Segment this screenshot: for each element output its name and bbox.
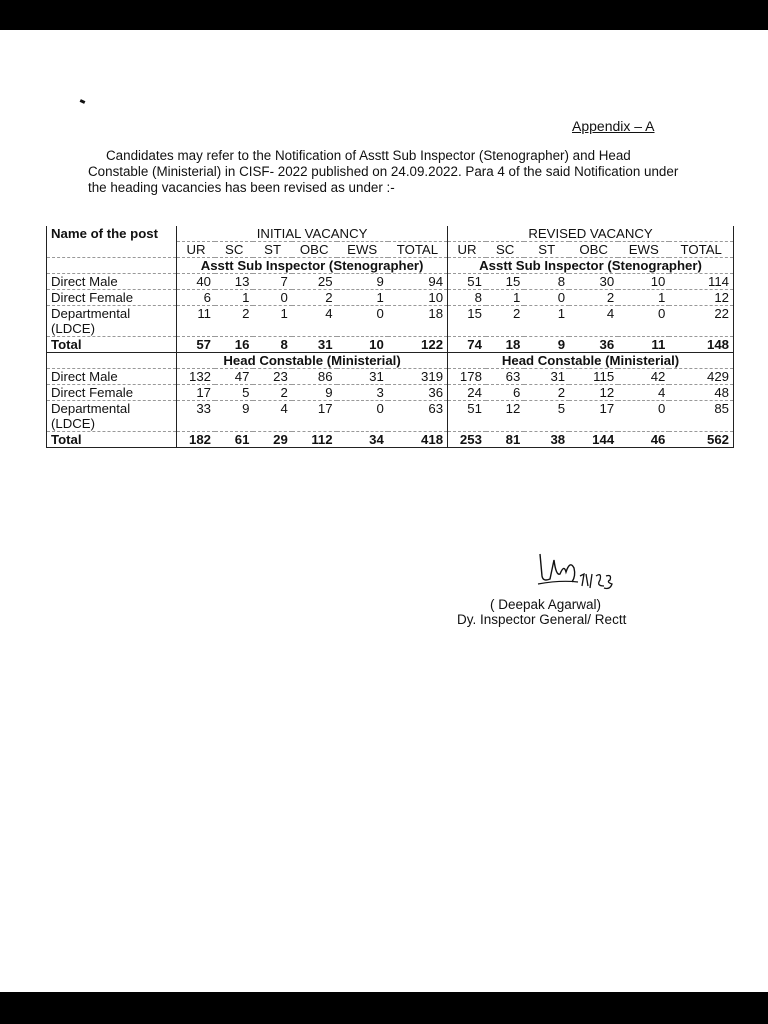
revised-st-cell: 31 [524, 369, 569, 385]
initial-obc-cell: 17 [292, 401, 337, 432]
section-title-revised: Asstt Sub Inspector (Stenographer) [448, 258, 734, 274]
initial-st-cell: 4 [253, 401, 291, 432]
revised-ur-cell: 51 [448, 274, 486, 290]
revised-st-cell: 2 [524, 385, 569, 401]
initial-obc-cell: 9 [292, 385, 337, 401]
revised-ur-cell: 24 [448, 385, 486, 401]
revised-obc-cell: 17 [569, 401, 618, 432]
initial-sc-cell: 16 [215, 337, 253, 353]
revised-sc-cell: 18 [486, 337, 524, 353]
initial-col-header-st: ST [253, 242, 291, 258]
revised-obc-cell: 36 [569, 337, 618, 353]
intro-paragraph [88, 148, 693, 196]
revised-total-cell: 429 [669, 369, 733, 385]
initial-ews-cell: 0 [337, 401, 388, 432]
initial-obc-cell: 86 [292, 369, 337, 385]
revised-obc-cell: 12 [569, 385, 618, 401]
stray-mark [80, 99, 86, 104]
revised-col-header-sc: SC [486, 242, 524, 258]
revised-sc-cell: 12 [486, 401, 524, 432]
row-label: Direct Female [47, 385, 177, 401]
revised-ews-cell: 4 [618, 385, 669, 401]
initial-col-header-ews: EWS [337, 242, 388, 258]
revised-ews-cell: 10 [618, 274, 669, 290]
section-title-revised: Head Constable (Ministerial) [448, 353, 734, 369]
revised-ews-cell: 1 [618, 290, 669, 306]
revised-sc-cell: 81 [486, 432, 524, 448]
revised-obc-cell: 30 [569, 274, 618, 290]
initial-sc-cell: 47 [215, 369, 253, 385]
initial-total-cell: 122 [388, 337, 448, 353]
vacancy-table-body [47, 226, 734, 448]
initial-total-cell: 10 [388, 290, 448, 306]
revised-vacancy-header: REVISED VACANCY [448, 226, 734, 242]
initial-ur-cell: 40 [177, 274, 215, 290]
row-label: Departmental (LDCE) [47, 401, 177, 432]
initial-total-cell: 36 [388, 385, 448, 401]
initial-ur-cell: 132 [177, 369, 215, 385]
revised-ews-cell: 11 [618, 337, 669, 353]
section-title-row [47, 353, 734, 369]
initial-ur-cell: 11 [177, 306, 215, 337]
initial-obc-cell: 2 [292, 290, 337, 306]
revised-ews-cell: 42 [618, 369, 669, 385]
initial-ur-cell: 17 [177, 385, 215, 401]
table-row [47, 306, 734, 337]
revised-col-header-ur: UR [448, 242, 486, 258]
row-label: Direct Male [47, 274, 177, 290]
table-row [47, 337, 734, 353]
initial-total-cell: 418 [388, 432, 448, 448]
table-row [47, 401, 734, 432]
row-label: Direct Female [47, 290, 177, 306]
initial-obc-cell: 25 [292, 274, 337, 290]
initial-ews-cell: 9 [337, 274, 388, 290]
revised-sc-cell: 63 [486, 369, 524, 385]
initial-sc-cell: 2 [215, 306, 253, 337]
table-row [47, 369, 734, 385]
initial-ur-cell: 182 [177, 432, 215, 448]
initial-ews-cell: 0 [337, 306, 388, 337]
revised-sc-cell: 15 [486, 274, 524, 290]
revised-st-cell: 5 [524, 401, 569, 432]
initial-ews-cell: 31 [337, 369, 388, 385]
initial-total-cell: 94 [388, 274, 448, 290]
initial-sc-cell: 5 [215, 385, 253, 401]
initial-col-header-ur: UR [177, 242, 215, 258]
initial-col-header-sc: SC [215, 242, 253, 258]
initial-st-cell: 29 [253, 432, 291, 448]
initial-vacancy-header: INITIAL VACANCY [177, 226, 448, 242]
initial-sc-cell: 1 [215, 290, 253, 306]
revised-sc-cell: 6 [486, 385, 524, 401]
revised-st-cell: 9 [524, 337, 569, 353]
initial-ur-cell: 6 [177, 290, 215, 306]
revised-total-cell: 114 [669, 274, 733, 290]
appendix-title: Appendix – A [572, 118, 655, 134]
table-row [47, 274, 734, 290]
section-title-row [47, 258, 734, 274]
initial-obc-cell: 4 [292, 306, 337, 337]
revised-st-cell: 8 [524, 274, 569, 290]
revised-obc-cell: 115 [569, 369, 618, 385]
initial-ews-cell: 10 [337, 337, 388, 353]
signatory-name: ( Deepak Agarwal) [490, 597, 602, 612]
signature-scribble-icon [530, 546, 640, 600]
revised-ews-cell: 0 [618, 306, 669, 337]
revised-obc-cell: 2 [569, 290, 618, 306]
signatory-designation: Dy. Inspector General/ Rectt [457, 612, 627, 627]
initial-ews-cell: 3 [337, 385, 388, 401]
section-spacer [47, 258, 177, 274]
section-title-initial: Asstt Sub Inspector (Stenographer) [177, 258, 448, 274]
revised-sc-cell: 1 [486, 290, 524, 306]
initial-st-cell: 2 [253, 385, 291, 401]
initial-total-cell: 319 [388, 369, 448, 385]
initial-ews-cell: 34 [337, 432, 388, 448]
initial-ur-cell: 33 [177, 401, 215, 432]
revised-ur-cell: 253 [448, 432, 486, 448]
revised-col-header-obc: OBC [569, 242, 618, 258]
vacancy-table [46, 226, 734, 448]
initial-st-cell: 8 [253, 337, 291, 353]
row-label: Total [47, 432, 177, 448]
revised-obc-cell: 144 [569, 432, 618, 448]
revised-col-header-ews: EWS [618, 242, 669, 258]
table-row [47, 432, 734, 448]
initial-st-cell: 23 [253, 369, 291, 385]
initial-total-cell: 18 [388, 306, 448, 337]
table-row [47, 385, 734, 401]
revised-ur-cell: 74 [448, 337, 486, 353]
initial-col-header-obc: OBC [292, 242, 337, 258]
revised-ur-cell: 51 [448, 401, 486, 432]
row-label: Total [47, 337, 177, 353]
row-label: Direct Male [47, 369, 177, 385]
name-header: Name of the post [47, 226, 177, 258]
revised-ews-cell: 46 [618, 432, 669, 448]
revised-ur-cell: 15 [448, 306, 486, 337]
revised-col-header-total: TOTAL [669, 242, 733, 258]
initial-st-cell: 7 [253, 274, 291, 290]
revised-st-cell: 0 [524, 290, 569, 306]
document-page [0, 30, 768, 992]
initial-sc-cell: 61 [215, 432, 253, 448]
revised-total-cell: 85 [669, 401, 733, 432]
initial-col-header-total: TOTAL [388, 242, 448, 258]
initial-st-cell: 0 [253, 290, 291, 306]
initial-st-cell: 1 [253, 306, 291, 337]
revised-sc-cell: 2 [486, 306, 524, 337]
revised-ur-cell: 178 [448, 369, 486, 385]
revised-col-header-st: ST [524, 242, 569, 258]
section-title-initial: Head Constable (Ministerial) [177, 353, 448, 369]
revised-total-cell: 148 [669, 337, 733, 353]
initial-sc-cell: 9 [215, 401, 253, 432]
revised-obc-cell: 4 [569, 306, 618, 337]
revised-st-cell: 1 [524, 306, 569, 337]
revised-total-cell: 12 [669, 290, 733, 306]
intro-text: Candidates may refer to the Notification of Asstt Sub Inspector (Stenographer) and Head Constable (Ministerial) in CISF- 2022 published on 24.09.2022. Para 4 of the said Notification under the heading vacancies has been revised as under :- [88, 148, 679, 195]
initial-ur-cell: 57 [177, 337, 215, 353]
section-spacer [47, 353, 177, 369]
revised-total-cell: 22 [669, 306, 733, 337]
revised-total-cell: 48 [669, 385, 733, 401]
table-row [47, 290, 734, 306]
revised-ur-cell: 8 [448, 290, 486, 306]
revised-st-cell: 38 [524, 432, 569, 448]
revised-total-cell: 562 [669, 432, 733, 448]
revised-ews-cell: 0 [618, 401, 669, 432]
initial-obc-cell: 31 [292, 337, 337, 353]
initial-obc-cell: 112 [292, 432, 337, 448]
initial-total-cell: 63 [388, 401, 448, 432]
initial-ews-cell: 1 [337, 290, 388, 306]
row-label: Departmental (LDCE) [47, 306, 177, 337]
initial-sc-cell: 13 [215, 274, 253, 290]
